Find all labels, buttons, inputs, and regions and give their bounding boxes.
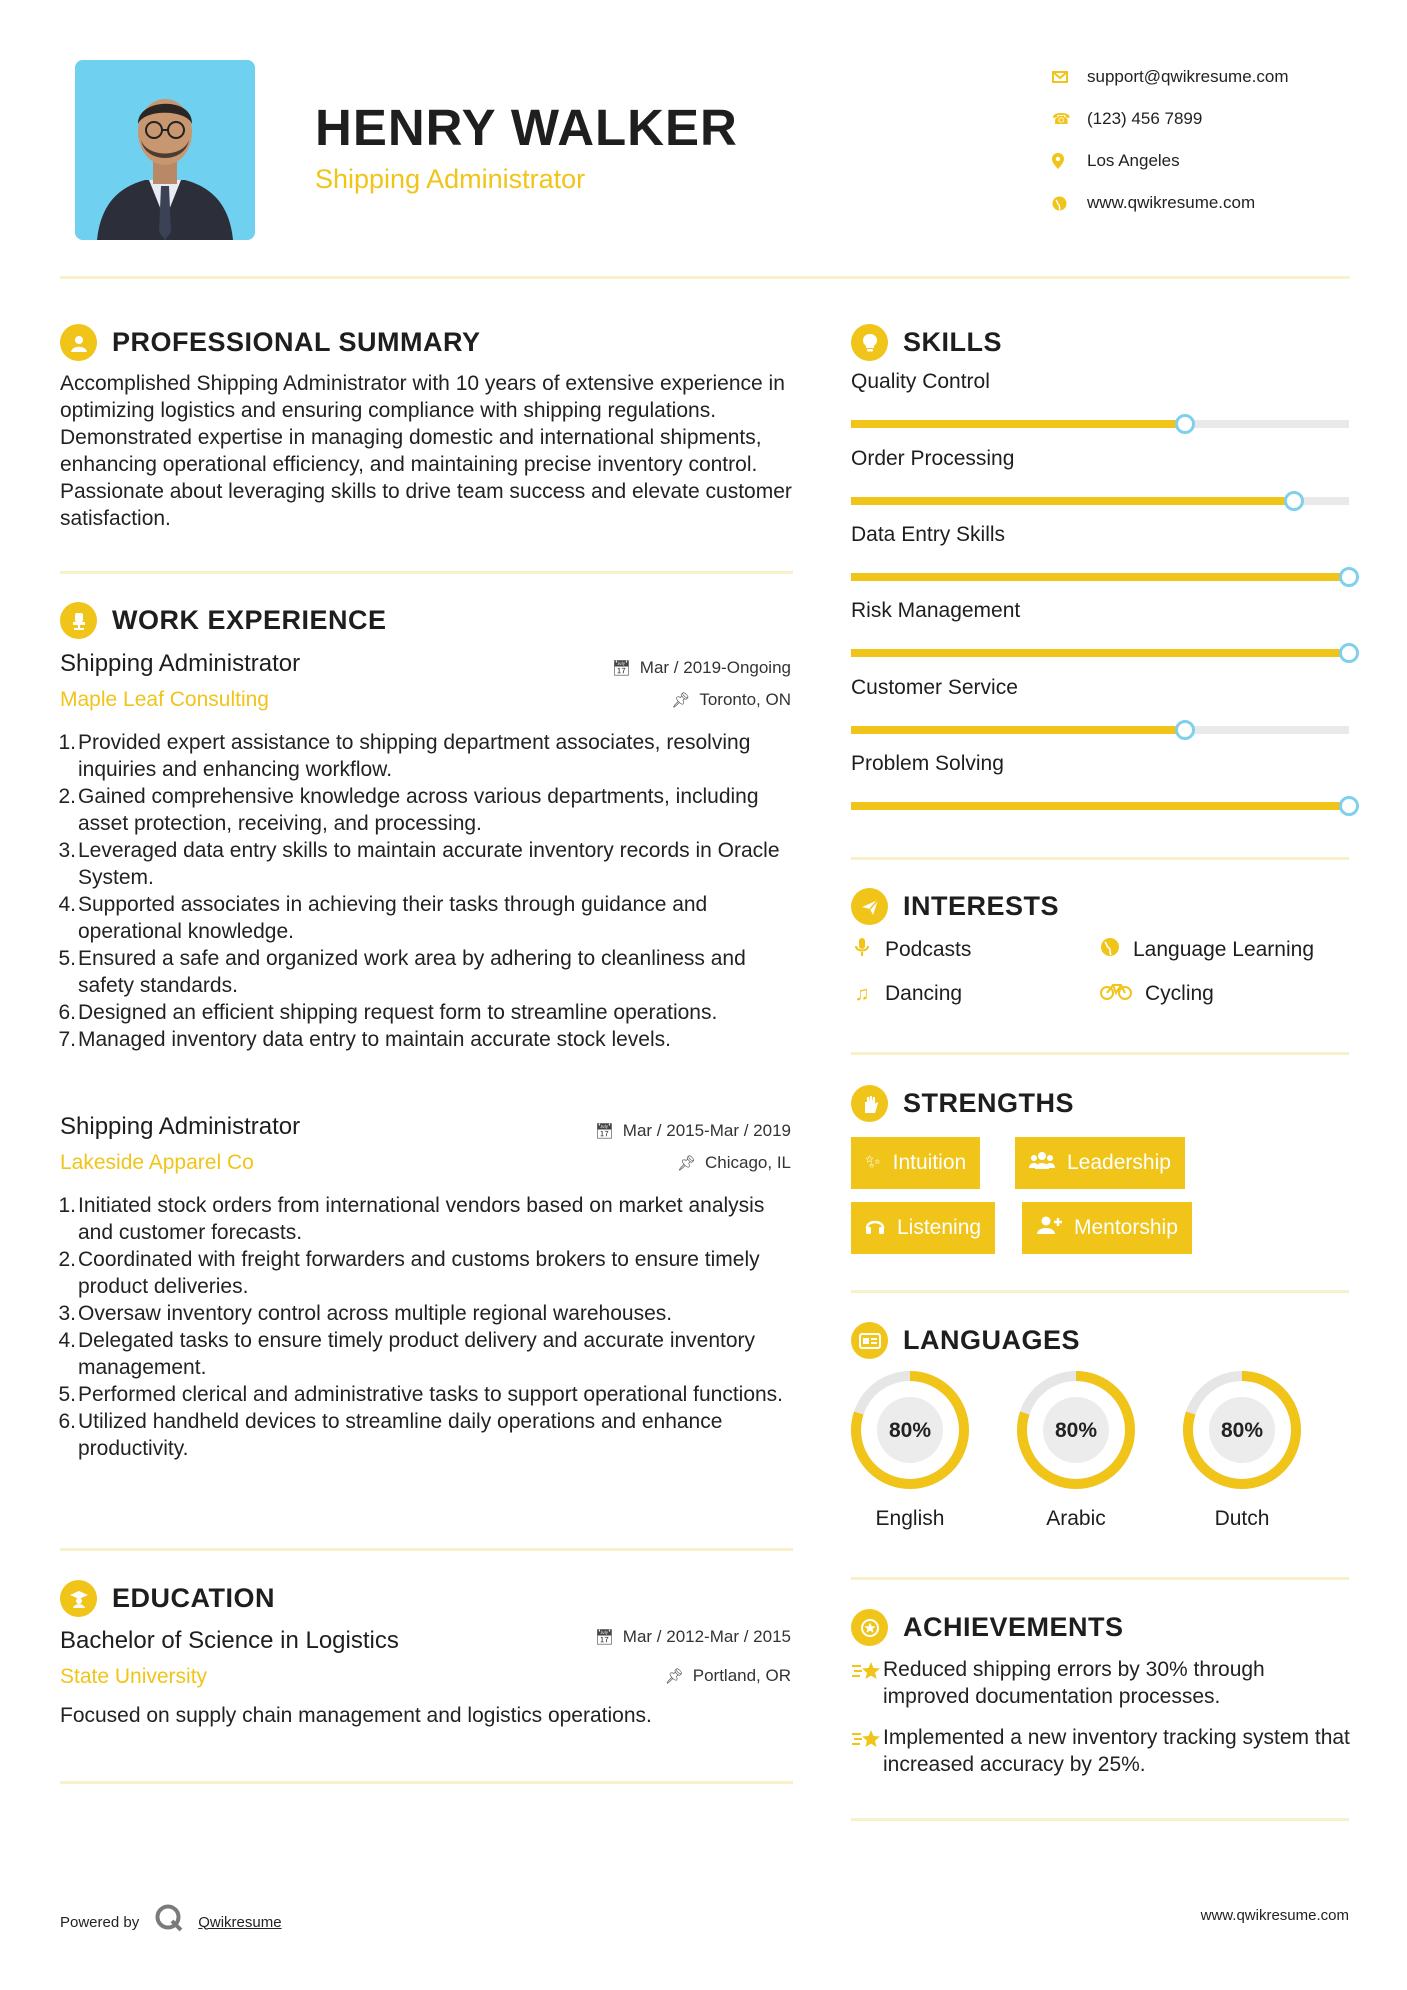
job-2-date-text: Mar / 2015-Mar / 2019: [622, 1121, 791, 1140]
contact-website-text: www.qwikresume.com: [1087, 193, 1256, 212]
language-name: Dutch: [1214, 1507, 1270, 1530]
language-level-ring: [849, 1369, 971, 1491]
summary-heading-text: PROFESSIONAL SUMMARY: [112, 327, 481, 357]
skill-level-fill: [851, 649, 1349, 657]
skills-divider: [851, 857, 1349, 860]
summary-divider: [60, 571, 793, 574]
achievement-text: Implemented a new inventory tracking system that increased accuracy by 25%.: [883, 1726, 1350, 1776]
globe-icon: [1052, 196, 1087, 211]
star-badge-icon: [851, 1609, 888, 1646]
education-school: State University: [60, 1665, 208, 1688]
lightbulb-icon: [851, 324, 888, 361]
language-name: Arabic: [1046, 1507, 1106, 1530]
contact-phone-text: (123) 456 7899: [1087, 109, 1203, 128]
education-divider: [60, 1781, 793, 1784]
job-1-location-text: Toronto, ON: [699, 690, 791, 709]
strength-tag-mentorship: [1022, 1202, 1192, 1254]
strengths-heading: [851, 1085, 1074, 1122]
skill-item: [851, 523, 1349, 581]
education-date: [500, 1627, 791, 1647]
skill-item: [851, 447, 1349, 505]
work-divider: [60, 1548, 793, 1551]
interest-cycling: [1099, 982, 1214, 1006]
languages-heading-text: LANGUAGES: [903, 1325, 1081, 1355]
job-2-location: [500, 1153, 791, 1173]
headphones-icon: [865, 1216, 885, 1240]
calendar-icon: 📅︎: [594, 1123, 614, 1140]
job-2-title: Shipping Administrator: [60, 1113, 301, 1140]
job-2-location-text: Chicago, IL: [705, 1153, 791, 1172]
strength-tag-leadership: [1015, 1137, 1185, 1189]
strength-label: Mentorship: [1074, 1216, 1178, 1239]
language-level-ring: [1181, 1369, 1303, 1491]
interest-label: Dancing: [885, 982, 963, 1005]
map-pin-icon: [1052, 153, 1087, 169]
list-item: 2. Coordinated with freight forwarders and customs brokers to ensure timely product deliveries.: [58, 1248, 760, 1298]
users-icon: [1029, 1150, 1055, 1176]
language-level-ring: [1015, 1369, 1137, 1491]
education-location-text: Portland, OR: [692, 1666, 791, 1685]
footer-url[interactable]: www.qwikresume.com: [1200, 1907, 1349, 1924]
pushpin-icon: 📌︎: [676, 1155, 696, 1172]
shooting-star-icon: [851, 1726, 883, 1778]
strength-tag-listening: [851, 1202, 995, 1254]
skill-level-knob: [1175, 414, 1195, 434]
achievement-item: [851, 1724, 1351, 1778]
contact-location-text: Los Angeles: [1087, 151, 1180, 170]
skill-name: Data Entry Skills: [851, 523, 1006, 546]
candidate-name: HENRY WALKER: [315, 99, 738, 156]
skill-level-bar: [851, 802, 1349, 810]
work-heading: [60, 602, 387, 639]
header-divider: [60, 276, 1350, 279]
shooting-star-icon: [851, 1658, 883, 1710]
strength-label: Listening: [897, 1216, 982, 1239]
skill-level-bar: [851, 573, 1349, 581]
contact-phone[interactable]: [1052, 98, 1289, 140]
skills-heading: [851, 324, 1002, 361]
achievements-divider: [851, 1818, 1349, 1821]
achievement-item: [851, 1656, 1351, 1710]
language-percent: 80%: [1220, 1419, 1264, 1442]
skill-name: Quality Control: [851, 370, 990, 393]
list-item: 7. Managed inventory data entry to maintain accurate stock levels.: [58, 1028, 671, 1051]
language-item: [1015, 1369, 1137, 1531]
skills-heading-text: SKILLS: [903, 327, 1003, 357]
skill-level-fill: [851, 802, 1349, 810]
skill-item: [851, 752, 1349, 810]
list-item: 5. Ensured a safe and organized work area by adhering to cleanliness and safety standards.: [58, 947, 746, 997]
strength-tag-intuition: [851, 1137, 980, 1189]
education-heading-text: EDUCATION: [112, 1583, 275, 1613]
skill-level-knob: [1339, 643, 1359, 663]
magic-wand-icon: ✨︎: [865, 1152, 881, 1173]
footer-powered-by: [60, 1903, 282, 1941]
interest-label: Cycling: [1145, 982, 1214, 1005]
paper-plane-icon: [851, 888, 888, 925]
list-item: 4. Supported associates in achieving their tasks through guidance and operational knowledge.: [58, 893, 708, 943]
qwikresume-link[interactable]: Qwikresume: [198, 1913, 282, 1931]
education-heading: [60, 1580, 275, 1617]
list-item: 6. Designed an efficient shipping request form to streamline operations.: [58, 1001, 718, 1024]
skill-level-knob: [1339, 567, 1359, 587]
user-icon: [60, 324, 97, 361]
achievement-text: Reduced shipping errors by 30% through improved documentation processes.: [883, 1658, 1265, 1708]
job-1-location: [500, 690, 791, 710]
skill-item: [851, 676, 1349, 734]
skill-item: [851, 599, 1349, 657]
skill-item: [851, 370, 1349, 428]
contact-list: [1052, 56, 1289, 224]
phone-icon: ☎: [1052, 111, 1071, 128]
languages-divider: [851, 1577, 1349, 1580]
languages-heading: [851, 1322, 1080, 1359]
language-percent: 80%: [1054, 1419, 1098, 1442]
job-1-date: [500, 658, 791, 678]
microphone-icon: [851, 937, 873, 963]
interests-heading: [851, 888, 1059, 925]
bicycle-icon: [1099, 982, 1133, 1006]
summary-text: Accomplished Shipping Administrator with 10 years of extensive experience in optimizing logistics and ensuring compliance with shipping regulations. Demonstrated expertise in managing domestic and international shipments, enhancing operational efficiency, and maintaining precise inventory control. Passionate about leveraging skills to drive team success and elevate customer satisfaction.: [60, 372, 792, 530]
skill-name: Order Processing: [851, 447, 1015, 470]
skill-level-knob: [1339, 796, 1359, 816]
list-item: 3. Leveraged data entry skills to maintain accurate inventory records in Oracle System.: [58, 839, 780, 889]
work-heading-text: WORK EXPERIENCE: [112, 605, 387, 635]
contact-location: [1052, 140, 1289, 182]
summary-heading: [60, 324, 481, 361]
job-2-company: Lakeside Apparel Co: [60, 1151, 254, 1174]
list-item: 3. Oversaw inventory control across multiple regional warehouses.: [58, 1302, 673, 1325]
interests-divider: [851, 1052, 1349, 1055]
strength-label: Leadership: [1067, 1151, 1171, 1174]
skill-level-bar: [851, 420, 1349, 428]
powered-by-text: Powered by: [60, 1913, 140, 1931]
skill-level-fill: [851, 726, 1185, 734]
skill-name: Risk Management: [851, 599, 1021, 622]
graduate-icon: [60, 1580, 97, 1617]
job-1-title: Shipping Administrator: [60, 650, 301, 677]
interest-label: Language Learning: [1133, 938, 1315, 961]
language-item: [1181, 1369, 1303, 1531]
pushpin-icon: 📌︎: [664, 1668, 684, 1685]
job-2-duties: [60, 1192, 795, 1462]
language-percent: 80%: [888, 1419, 932, 1442]
job-1-company: Maple Leaf Consulting: [60, 688, 269, 711]
interest-label: Podcasts: [885, 938, 972, 961]
skill-name: Problem Solving: [851, 752, 1004, 775]
list-item: 5. Performed clerical and administrative tasks to support operational functions.: [58, 1383, 784, 1406]
profile-photo: [75, 60, 255, 240]
interest-dancing: [851, 982, 962, 1006]
skill-name: Customer Service: [851, 676, 1018, 699]
interest-podcasts: [851, 937, 971, 963]
language-item: [849, 1369, 971, 1531]
globe-icon: [1099, 937, 1121, 963]
education-description: Focused on supply chain management and logistics operations.: [60, 1704, 652, 1727]
list-item: 2. Gained comprehensive knowledge across various departments, including asset protection, receiving, and processing.: [58, 785, 759, 835]
music-note-icon: ♫: [854, 982, 870, 1005]
calendar-icon: 📅︎: [594, 1629, 614, 1646]
list-item: 6. Utilized handheld devices to streamline daily operations and enhance productivity.: [58, 1410, 723, 1460]
user-plus-icon: [1036, 1215, 1062, 1241]
skill-level-fill: [851, 497, 1294, 505]
envelope-icon: [1052, 71, 1087, 83]
skill-level-knob: [1284, 491, 1304, 511]
job-1-date-text: Mar / 2019-Ongoing: [639, 658, 791, 677]
calendar-icon: 📅︎: [611, 660, 631, 677]
list-item: 1. Provided expert assistance to shipping department associates, resolving inquiries and enhancing workflow.: [58, 731, 751, 781]
contact-website[interactable]: [1052, 182, 1289, 224]
candidate-title: Shipping Administrator: [315, 164, 586, 194]
achievements-heading: [851, 1609, 1124, 1646]
skill-level-knob: [1175, 720, 1195, 740]
interest-language-learning: [1099, 937, 1314, 963]
pushpin-icon: 📌︎: [671, 692, 691, 709]
language-name: English: [875, 1507, 945, 1530]
chair-icon: [60, 602, 97, 639]
contact-email[interactable]: [1052, 56, 1289, 98]
skill-level-bar: [851, 497, 1349, 505]
skill-level-fill: [851, 420, 1185, 428]
education-date-text: Mar / 2012-Mar / 2015: [622, 1627, 791, 1646]
strengths-heading-text: STRENGTHS: [903, 1088, 1075, 1118]
skill-level-bar: [851, 726, 1349, 734]
list-item: 1. Initiated stock orders from international vendors based on market analysis and customer forecasts.: [58, 1194, 765, 1244]
qwikresume-logo: [154, 1903, 184, 1941]
list-item: 4. Delegated tasks to ensure timely product delivery and accurate inventory management.: [58, 1329, 756, 1379]
language-card-icon: [851, 1322, 888, 1359]
strength-label: Intuition: [892, 1151, 967, 1174]
skill-level-bar: [851, 649, 1349, 657]
hand-icon: [851, 1085, 888, 1122]
interests-heading-text: INTERESTS: [903, 891, 1060, 921]
person-portrait-icon: [75, 60, 255, 240]
job-2-date: [500, 1121, 791, 1141]
contact-email-text: support@qwikresume.com: [1087, 67, 1289, 86]
education-location: [500, 1666, 791, 1686]
strengths-divider: [851, 1290, 1349, 1293]
achievements-heading-text: ACHIEVEMENTS: [903, 1612, 1124, 1642]
skill-level-fill: [851, 573, 1349, 581]
education-degree: Bachelor of Science in Logistics: [60, 1627, 399, 1654]
job-1-duties: [60, 729, 795, 1053]
